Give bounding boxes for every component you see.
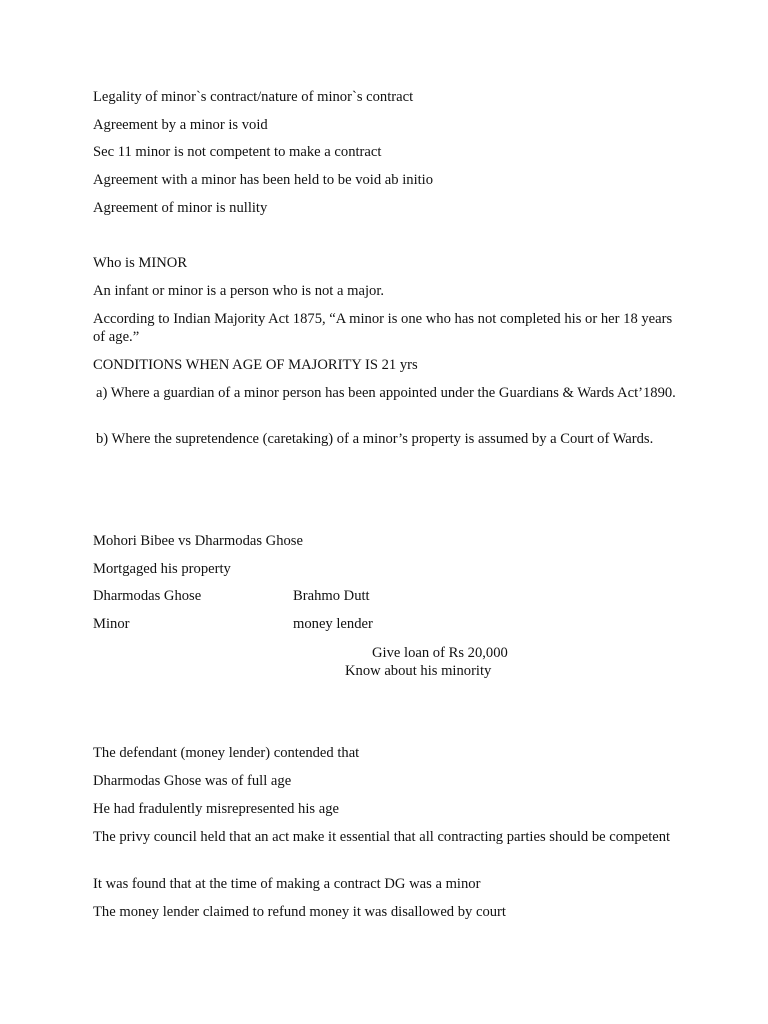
- text-line: Agreement with a minor has been held to be void ab initio: [93, 172, 434, 188]
- loan-note: Give loan of Rs 20,000: [372, 645, 508, 661]
- text-line: Agreement of minor is nullity: [93, 200, 268, 216]
- party2-name: Brahmo Dutt: [293, 588, 370, 604]
- judgment-line: Dharmodas Ghose was of full age: [93, 773, 292, 789]
- text-line: Agreement by a minor is void: [93, 117, 268, 133]
- party1-role: Minor: [93, 616, 130, 632]
- party2-role: money lender: [293, 616, 373, 632]
- text-line: Sec 11 minor is not competent to make a contract: [93, 144, 382, 160]
- judgment-line: The money lender claimed to refund money it was disallowed by court: [93, 904, 506, 920]
- judgment-line: The privy council held that an act make it essential that all contracting parties should be competent: [93, 829, 671, 845]
- case-fact: Mortgaged his property: [93, 561, 231, 577]
- condition-b: b) Where the supretendence (caretaking) of a minor’s property is assumed by a Court of Wards.: [96, 431, 654, 447]
- section-heading-legality: Legality of minor`s contract/nature of minor`s contract: [93, 89, 414, 105]
- case-title: Mohori Bibee vs Dharmodas Ghose: [93, 533, 303, 549]
- judgment-line: He had fradulently misrepresented his age: [93, 801, 339, 817]
- majority-act-quote: According to Indian Majority Act 1875, “A minor is one who has not completed his or her 18 years of age.”: [93, 311, 673, 345]
- section-heading-who-is-minor: Who is MINOR: [93, 255, 188, 271]
- condition-a: a) Where a guardian of a minor person has been appointed under the Guardians & Wards Act’1890.: [96, 385, 676, 401]
- judgment-line: It was found that at the time of making a contract DG was a minor: [93, 876, 481, 892]
- judgment-line: The defendant (money lender) contended that: [93, 745, 360, 761]
- minor-definition: An infant or minor is a person who is not a major.: [93, 283, 385, 299]
- knowledge-note: Know about his minority: [345, 663, 492, 679]
- party1-name: Dharmodas Ghose: [93, 588, 202, 604]
- conditions-heading: CONDITIONS WHEN AGE OF MAJORITY IS 21 yrs: [93, 357, 418, 373]
